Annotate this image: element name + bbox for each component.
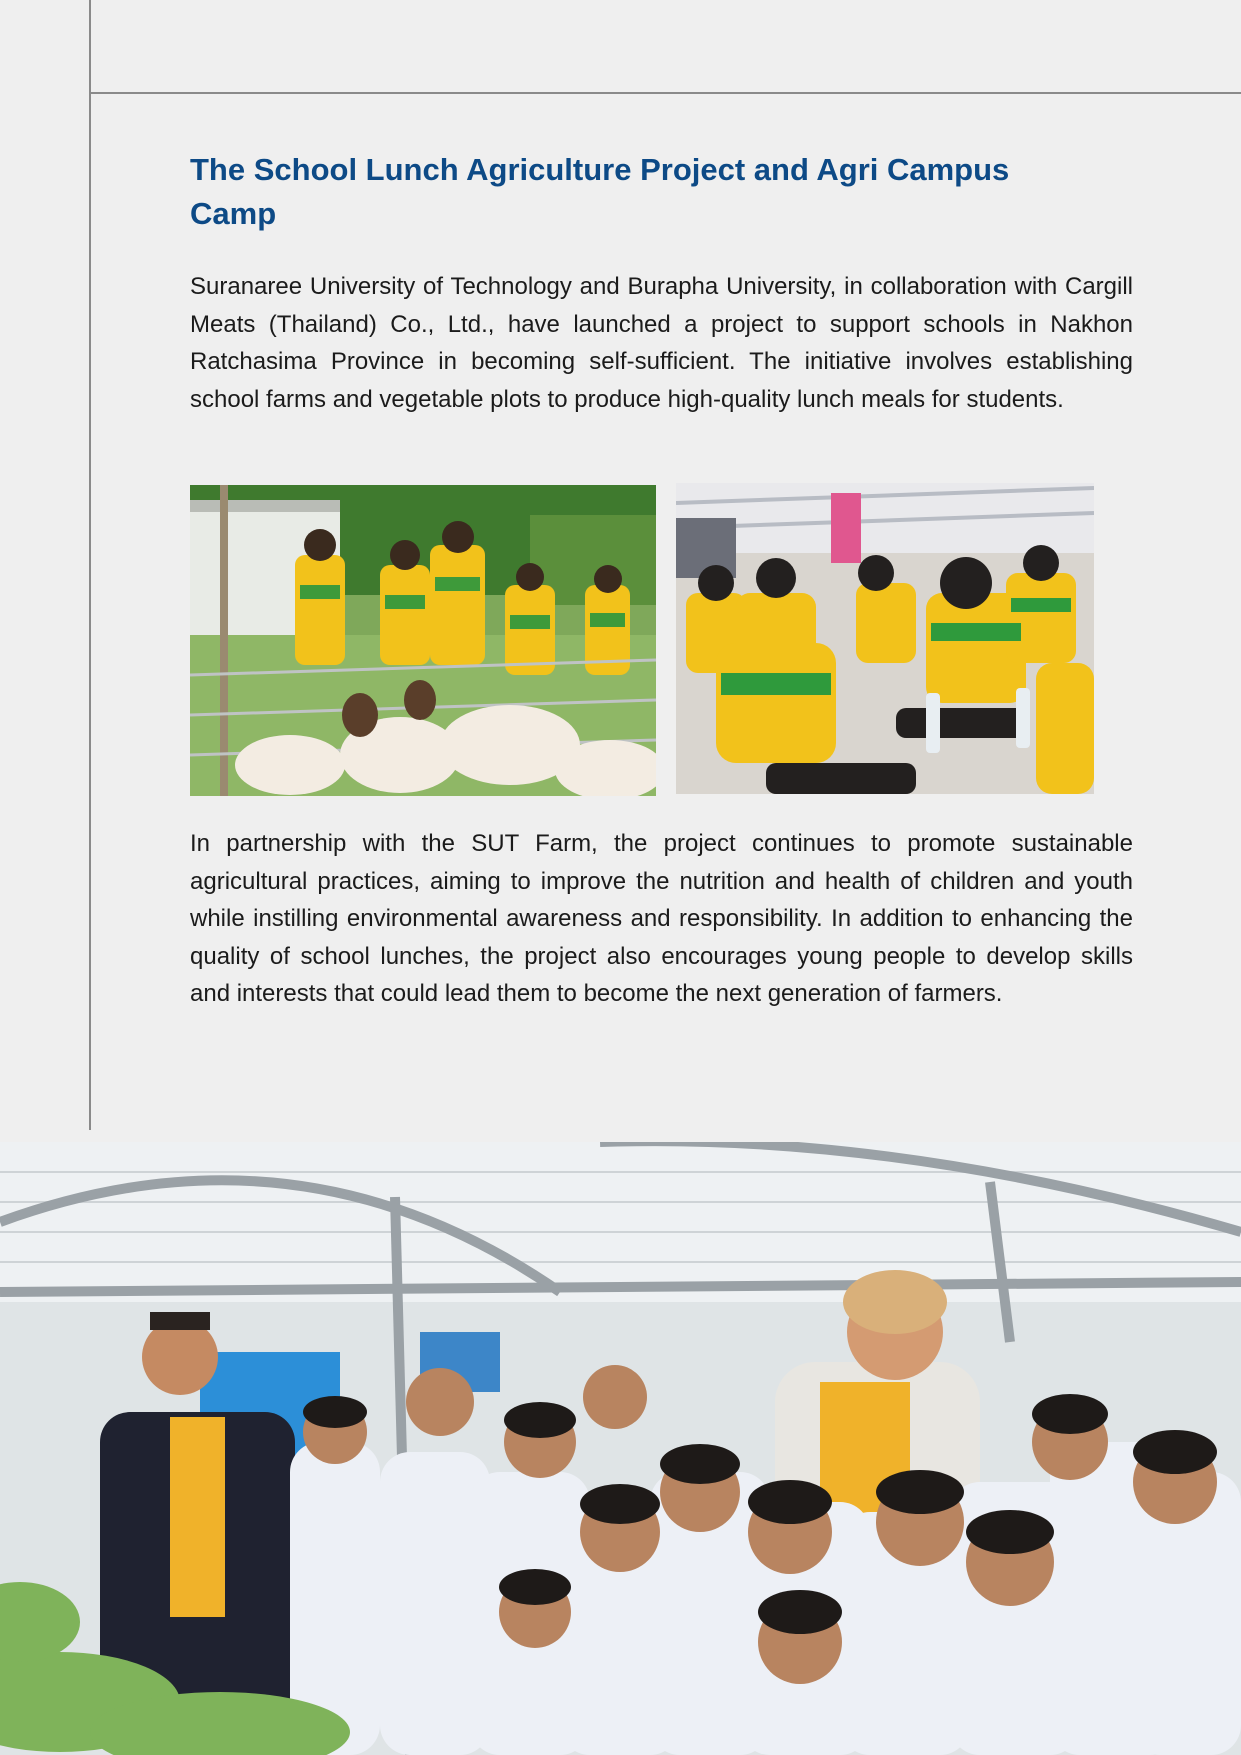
margin-rule-vertical	[89, 0, 91, 1130]
article-paragraph-1: Suranaree University of Technology and Burapha University, in collaboration with Cargill Meats (Thailand) Co., Ltd., have launched a project to support schools in Nakhon Ratchasima Province in becoming self-sufficient. The initiative involves establishing school farms and vegetable plots to produce high-quality lunch meals for students.	[190, 273, 1133, 413]
article-title: The School Lunch Agriculture Project and Agri Campus Camp	[190, 152, 1010, 231]
photo-students-at-camp	[676, 483, 1094, 794]
article-paragraph-2: In partnership with the SUT Farm, the project continues to promote sustainable agricultural practices, aiming to improve the nutrition and health of children and youth while instilling environmental awareness and responsibility. In addition to enhancing the quality of school lunches, the project also encourages young people to develop skills and interests that could lead them to become the next generation of farmers.	[190, 830, 1133, 1008]
photo-students-with-sheep	[190, 485, 656, 796]
photo-group-in-greenhouse	[0, 1142, 1241, 1755]
header-rule-horizontal	[90, 92, 1241, 94]
